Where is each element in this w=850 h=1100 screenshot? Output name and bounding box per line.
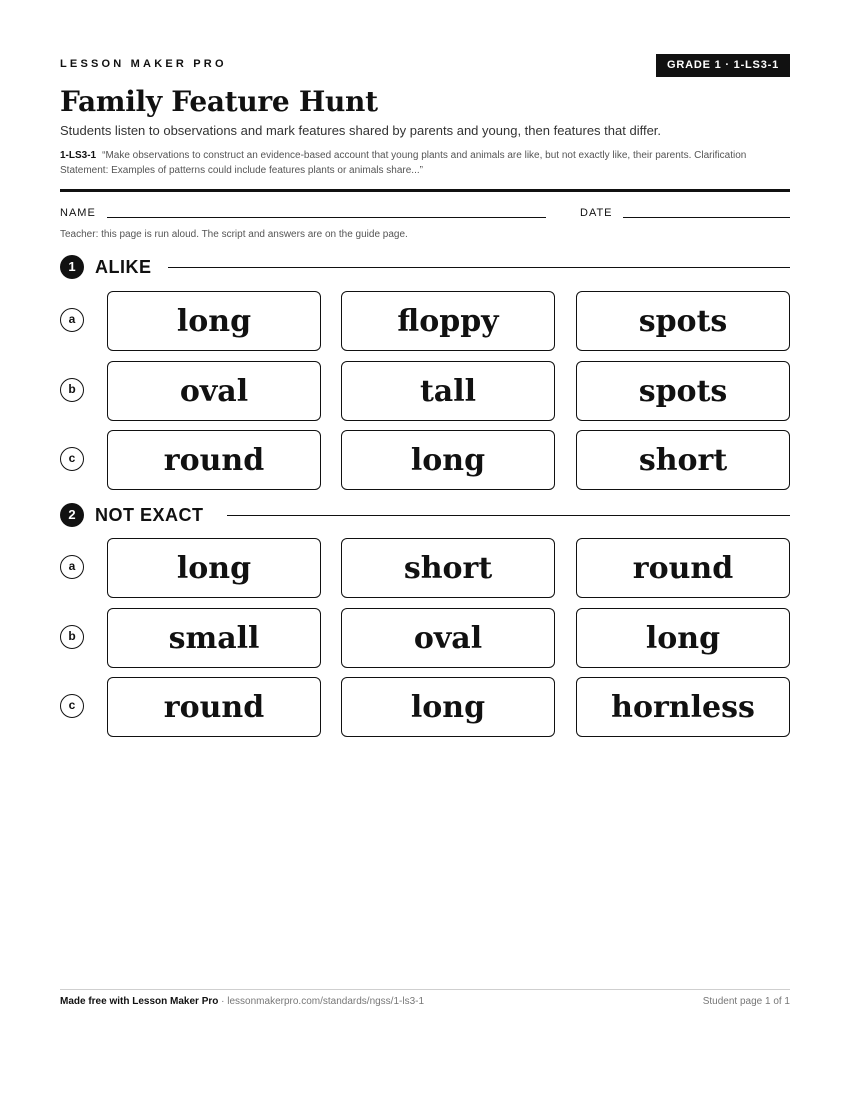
section-number: 1 (60, 255, 84, 279)
grade-badge: GRADE 1 · 1-LS3-1 (656, 54, 790, 77)
footer-page-label: Student page 1 of 1 (702, 996, 790, 1007)
standard-text: “Make observations to construct an evidence-based account that young plants and animals are like, but not exactly like, their parents. Clarification Statement: Examples of patterns could include features plants or animals share...” (60, 150, 747, 176)
question-row (60, 677, 790, 737)
question-row (60, 608, 790, 668)
brand-name: LESSON MAKER PRO (60, 58, 227, 70)
answer-card[interactable]: round (576, 538, 790, 598)
answer-card[interactable]: small (107, 608, 321, 668)
section-rule (227, 515, 790, 516)
date-label: DATE (580, 207, 613, 219)
worksheet-page (60, 0, 790, 1100)
teacher-note: Teacher: this page is run aloud. The script and answers are on the guide page. (60, 229, 408, 240)
section-title: NOT EXACT (95, 505, 204, 525)
answer-card[interactable]: oval (107, 361, 321, 421)
section-number: 2 (60, 503, 84, 527)
row-letter: b (60, 378, 84, 402)
answer-card[interactable]: short (341, 538, 555, 598)
question-row (60, 291, 790, 351)
footer-credit (60, 996, 424, 1007)
header-divider (60, 189, 790, 192)
answer-card[interactable]: tall (341, 361, 555, 421)
footer-url[interactable]: · lessonmakerpro.com/standards/ngss/1-ls3-1 (218, 996, 425, 1007)
date-field[interactable] (623, 217, 790, 218)
row-letter: c (60, 447, 84, 471)
answer-card[interactable]: short (576, 430, 790, 490)
row-letter: b (60, 625, 84, 649)
answer-card[interactable]: oval (341, 608, 555, 668)
standard-statement (60, 148, 790, 178)
answer-card[interactable]: long (576, 608, 790, 668)
footer-divider (60, 989, 790, 990)
answer-card[interactable]: round (107, 677, 321, 737)
answer-card[interactable]: long (107, 291, 321, 351)
section-rule (168, 267, 790, 268)
page-title: Family Feature Hunt (60, 85, 378, 118)
section-not-exact-header (60, 503, 790, 527)
answer-card[interactable]: floppy (341, 291, 555, 351)
question-row (60, 430, 790, 490)
answer-card[interactable]: round (107, 430, 321, 490)
answer-card[interactable]: long (341, 430, 555, 490)
row-letter: a (60, 555, 84, 579)
section-title: ALIKE (95, 257, 152, 277)
question-row (60, 361, 790, 421)
standard-code: 1-LS3-1 (60, 150, 97, 161)
answer-card[interactable]: long (341, 677, 555, 737)
row-letter: a (60, 308, 84, 332)
page-subtitle: Students listen to observations and mark features shared by parents and young, then features that differ. (60, 123, 662, 138)
answer-card[interactable]: spots (576, 361, 790, 421)
name-field[interactable] (107, 217, 546, 218)
answer-card[interactable]: hornless (576, 677, 790, 737)
question-row (60, 538, 790, 598)
answer-card[interactable]: long (107, 538, 321, 598)
row-letter: c (60, 694, 84, 718)
name-label: NAME (60, 207, 96, 219)
footer-made-with: Made free with Lesson Maker Pro (60, 996, 219, 1007)
answer-card[interactable]: spots (576, 291, 790, 351)
section-alike-header (60, 255, 790, 279)
